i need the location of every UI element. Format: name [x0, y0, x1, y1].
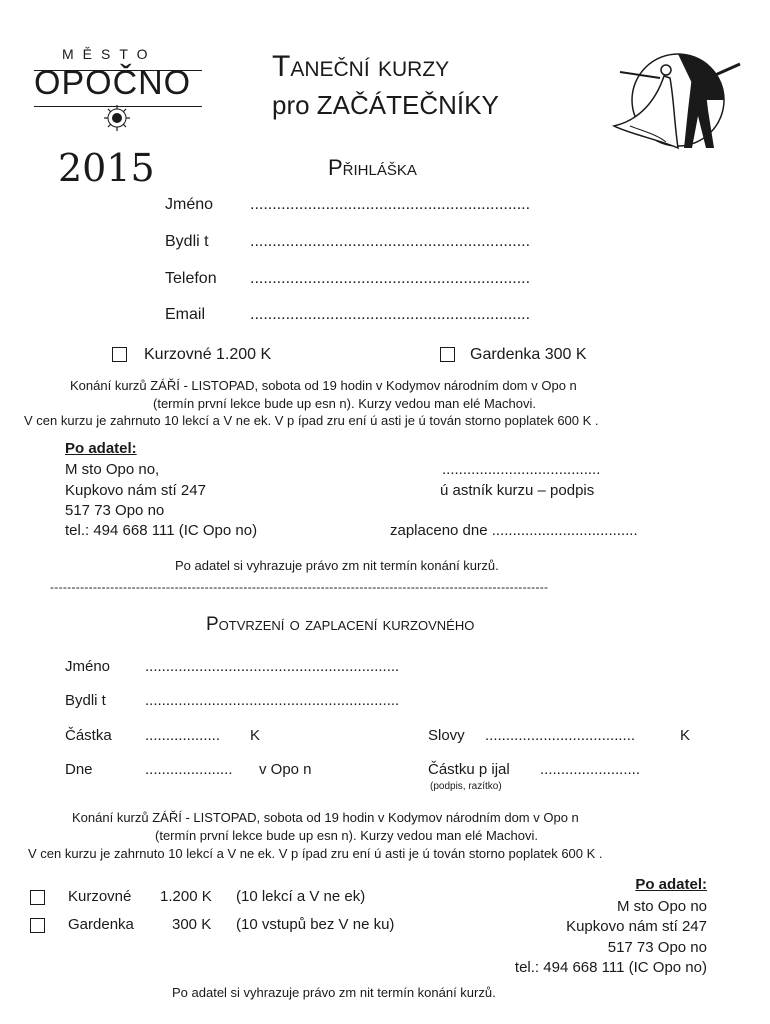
form-title: Přihláška [328, 155, 417, 180]
logo-town-name: OPOČNO [34, 64, 192, 102]
page-title: Taneční kurzy [272, 50, 450, 83]
paid-date-field[interactable]: zaplaceno dne ................................... [390, 522, 638, 539]
info-line-1: Konání kurzů ZÁŘÍ - LISTOPAD, sobota od 19 hodin v Kodymov národním dom v Opo n [70, 378, 577, 393]
confirm-organizer-line: Kupkovo nám stí 247 [566, 918, 707, 935]
stamp-note: (podpis, razítko) [430, 781, 502, 792]
words-label: Slovy [428, 727, 465, 744]
received-label: Částku p ijal [428, 761, 510, 778]
confirm-organizer-line: 517 73 Opo no [607, 939, 707, 956]
signature-input[interactable]: ...................................... [442, 461, 601, 478]
info-line-2: (termín první lekce bude up esn n). Kurzy vedou man elé Machovi. [153, 396, 536, 411]
organizer-line: tel.: 494 668 111 (IC Opo no) [65, 522, 258, 539]
confirm-course-fee-checkbox[interactable] [30, 890, 45, 905]
signature-label: ú astník kurzu – podpis [440, 482, 595, 499]
option-gardenka-checkbox[interactable] [440, 347, 455, 362]
amount-label: Částka [65, 727, 112, 744]
info-line-3: V cen kurzu je zahrnuto 10 lekcí a V ne ek. V p ípad zru ení ú asti je ú tován storno poplatek 600 K . [24, 413, 599, 428]
confirm-gardenka-name: Gardenka [68, 916, 134, 933]
date-label: Dne [65, 761, 93, 778]
organizer-line: Kupkovo nám stí 247 [65, 482, 206, 499]
confirm-address-input[interactable]: ............................................................. [145, 692, 400, 709]
option-course-fee-checkbox[interactable] [112, 347, 127, 362]
confirm-course-fee-name: Kurzovné [68, 888, 132, 905]
option-course-fee-label: Kurzovné 1.200 K [144, 346, 272, 363]
confirm-organizer-line: M sto Opo no [616, 898, 707, 915]
dancing-couple-icon [600, 30, 750, 155]
confirm-reserve-note: Po adatel si vyhrazuje právo zm nit termín konání kurzů. [172, 985, 496, 1000]
address-label: Bydli t [165, 233, 209, 250]
amount-unit: K [250, 727, 261, 744]
organizer-title: Po adatel: [65, 440, 137, 457]
confirm-name-label: Jméno [65, 658, 111, 675]
reserve-note: Po adatel si vyhrazuje právo zm nit termín konání kurzů. [175, 558, 499, 573]
cut-line: -------------------------------------------------------------------------------------------------------------------- [50, 580, 549, 594]
phone-input[interactable]: ............................................................... [250, 270, 531, 287]
year-label: 2015 [58, 146, 155, 190]
confirm-gardenka-desc: (10 vstupů bez V ne ku) [236, 916, 395, 933]
amount-input[interactable]: .................. [145, 727, 221, 744]
confirm-gardenka-price: 300 K [172, 916, 212, 933]
page-subtitle: pro ZAČÁTEČNÍKY [272, 90, 499, 120]
words-unit: K [680, 727, 691, 744]
name-label: Jméno [165, 196, 214, 213]
words-input[interactable]: .................................... [485, 727, 636, 744]
confirm-info-line-2: (termín první lekce bude up esn n). Kurzy vedou man elé Machovi. [155, 828, 538, 843]
confirm-gardenka-checkbox[interactable] [30, 918, 45, 933]
confirm-address-label: Bydli t [65, 692, 106, 709]
confirm-course-fee-desc: (10 lekcí a V ne ek) [236, 888, 366, 905]
logo-town-label: MĚSTO [62, 46, 157, 62]
confirm-info-line-3: V cen kurzu je zahrnuto 10 lekcí a V ne ek. V p ípad zru ení ú asti je ú tován storno poplatek 600 K . [28, 846, 603, 861]
organizer-line: 517 73 Opo no [65, 502, 165, 519]
address-input[interactable]: ............................................................... [250, 233, 531, 250]
confirm-organizer-title: Po adatel: [635, 876, 707, 893]
confirmation-title: Potvrzení o zaplacení kurzovného [206, 614, 475, 635]
sun-emblem-icon [100, 104, 134, 134]
email-label: Email [165, 306, 206, 323]
option-gardenka-label: Gardenka 300 K [470, 346, 587, 363]
organizer-line: M sto Opo no, [65, 461, 160, 478]
received-input[interactable]: ........................ [540, 761, 641, 778]
date-input[interactable]: ..................... [145, 761, 233, 778]
confirm-name-input[interactable]: ............................................................. [145, 658, 400, 675]
phone-label: Telefon [165, 270, 217, 287]
email-input[interactable]: ............................................................... [250, 306, 531, 323]
confirm-info-line-1: Konání kurzů ZÁŘÍ - LISTOPAD, sobota od 19 hodin v Kodymov národním dom v Opo n [72, 810, 579, 825]
confirm-organizer-line: tel.: 494 668 111 (IC Opo no) [514, 959, 707, 976]
name-input[interactable]: ............................................................... [250, 196, 531, 213]
confirm-course-fee-price: 1.200 K [160, 888, 212, 905]
date-place: v Opo n [259, 761, 312, 778]
